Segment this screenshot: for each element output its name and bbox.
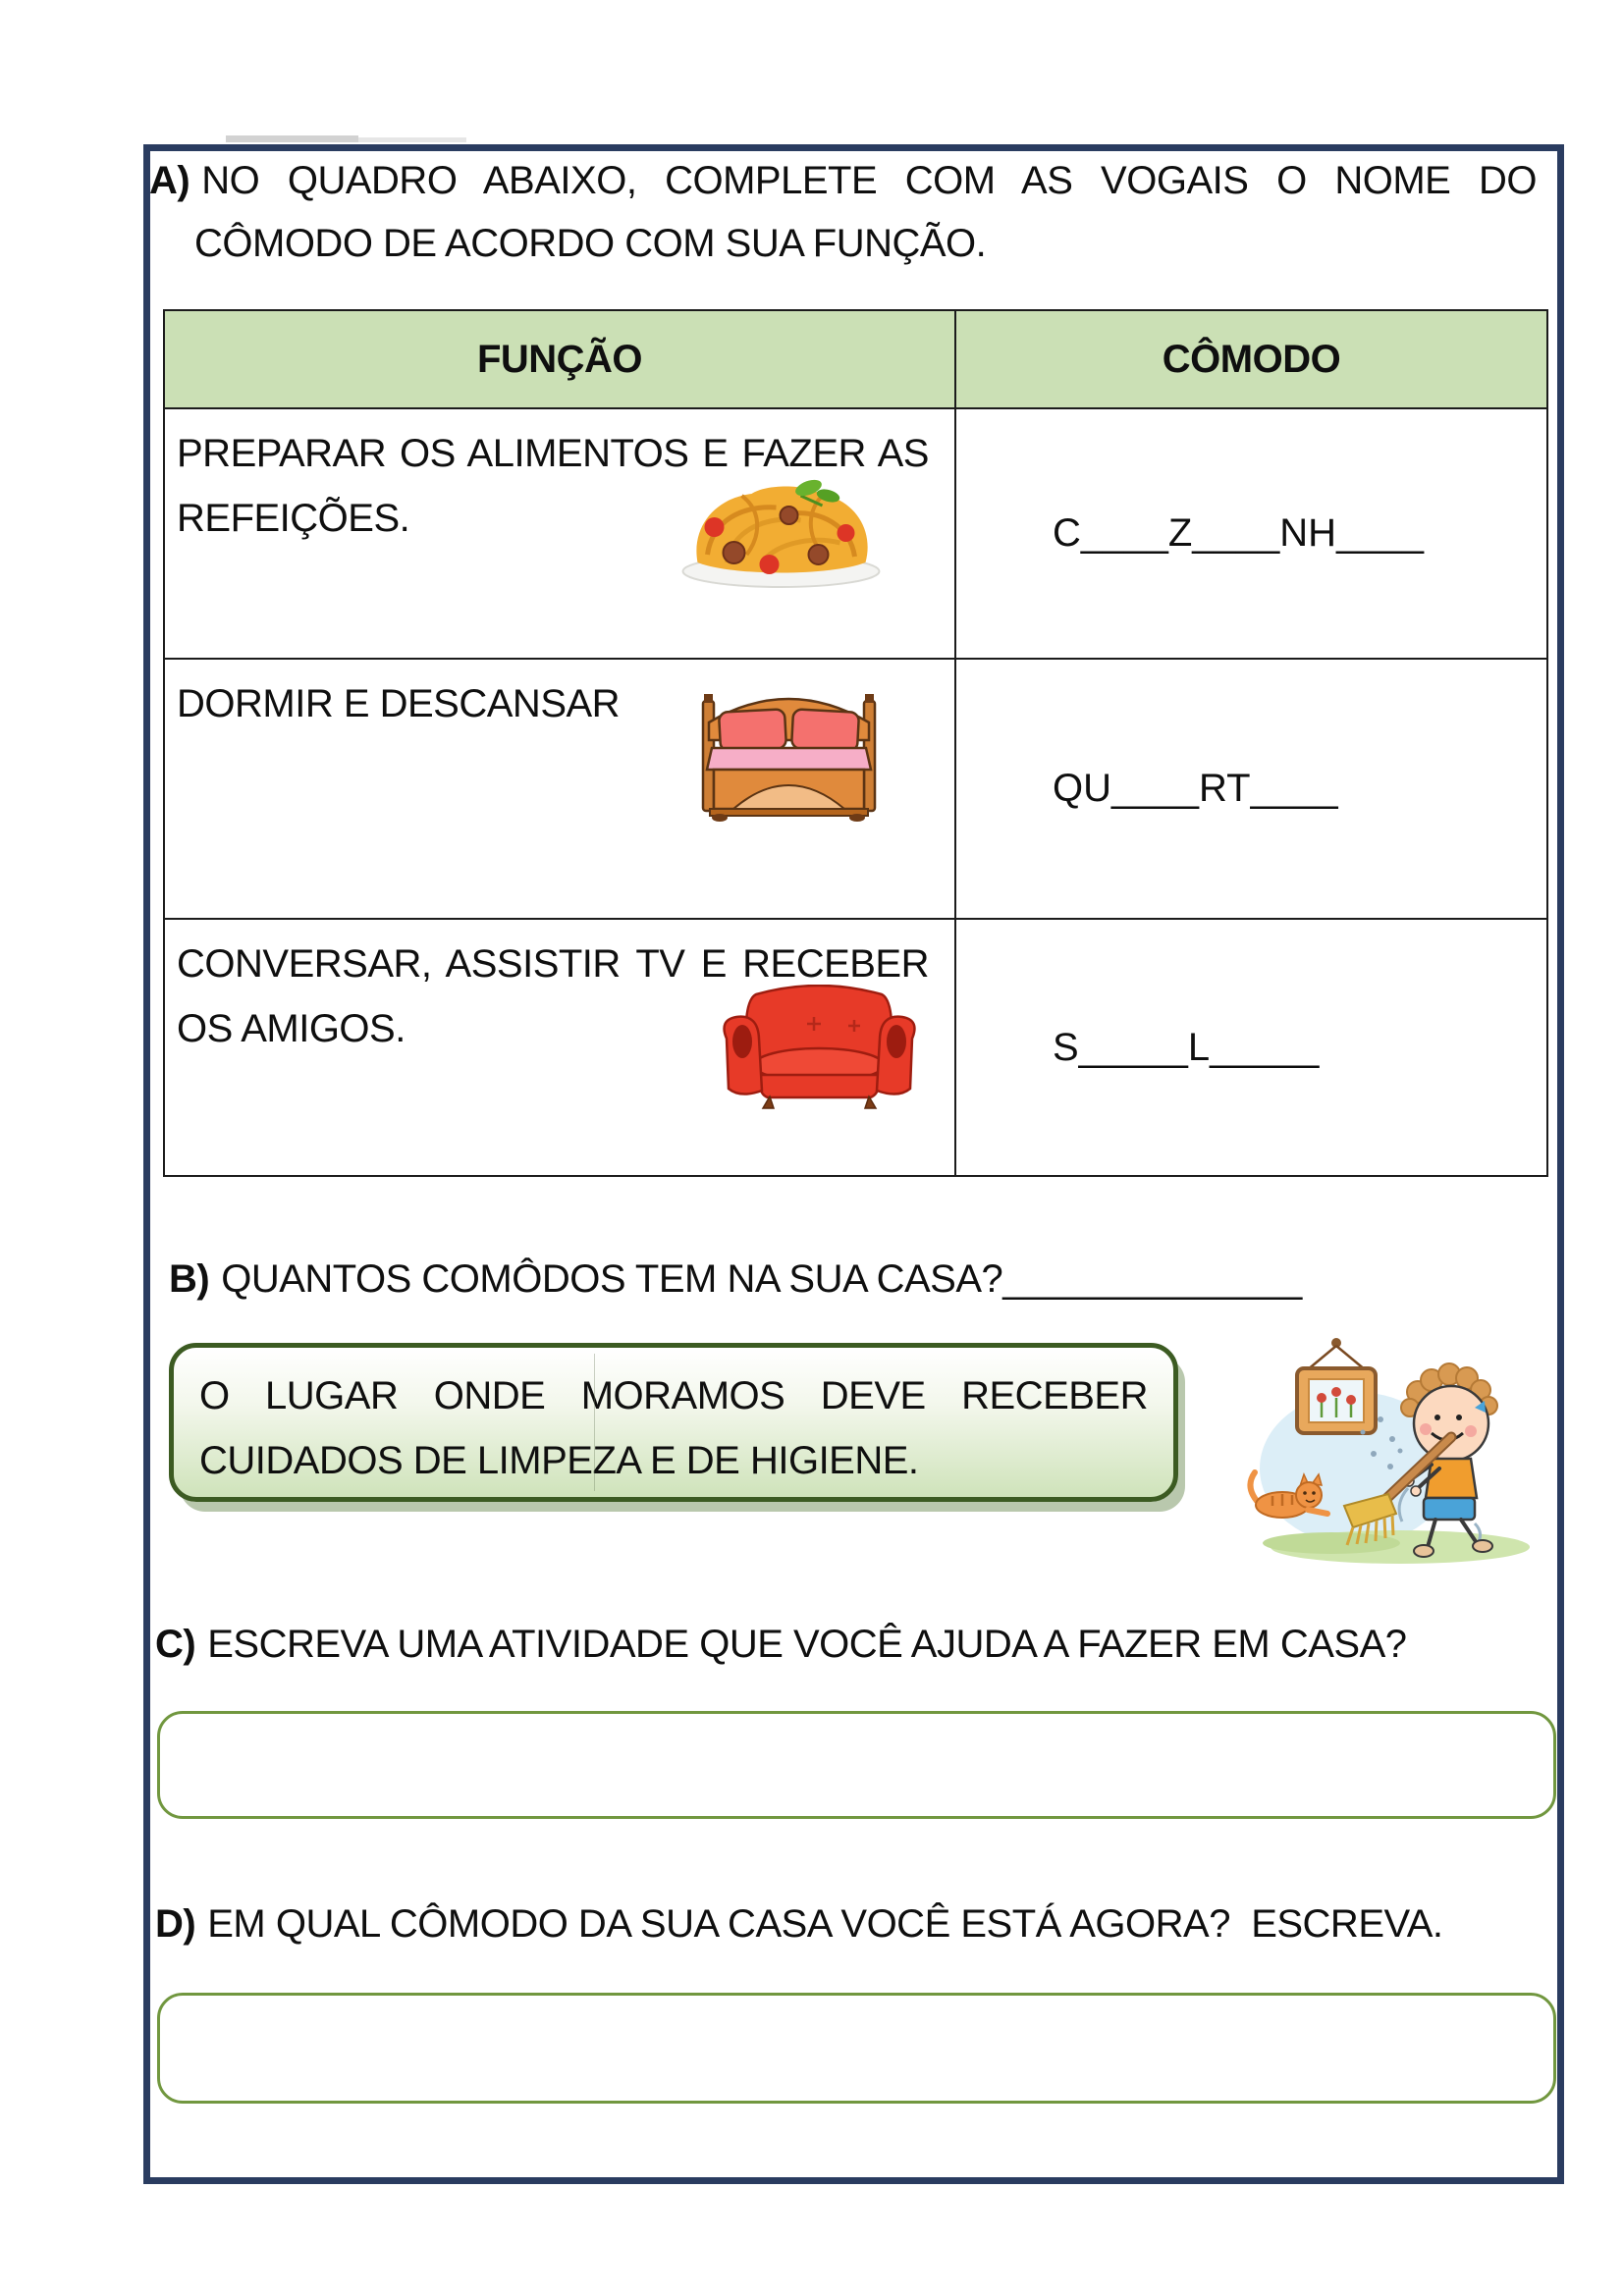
red-armchair-image xyxy=(717,985,922,1110)
scan-artifact xyxy=(226,135,358,142)
section-c-answer-box xyxy=(157,1711,1556,1819)
section-d-label: D) xyxy=(155,1902,196,1946)
child-sweeping-illustration xyxy=(1243,1321,1530,1584)
section-b-label: B) xyxy=(169,1257,210,1301)
table-row xyxy=(164,408,1547,659)
funcao-cell-livingroom xyxy=(164,919,955,1176)
section-a-title xyxy=(149,157,1537,267)
table-header-funcao: FUNÇÃO xyxy=(164,310,955,408)
fill-blank-quarto: QU____RT____ xyxy=(1053,767,1338,810)
section-d-text: EM QUAL CÔMODO DA SUA CASA VOCÊ ESTÁ AGORA? ESCREVA. xyxy=(207,1902,1443,1946)
funcao-text: PREPARAR OS ALIMENTOS E FAZER AS xyxy=(177,432,929,475)
table-header-comodo: CÔMODO xyxy=(955,310,1547,408)
section-b-text: QUANTOS COMÔDOS TEM NA SUA CASA? xyxy=(221,1257,1003,1301)
section-b-question xyxy=(169,1257,1302,1302)
section-a-text1: NO QUADRO ABAIXO, COMPLETE COM AS VOGAIS O NOME DO xyxy=(201,159,1537,202)
section-b-answer-line: ______________ xyxy=(1002,1257,1302,1301)
function-room-table xyxy=(163,309,1548,1177)
info-box-line2: CUIDADOS DE LIMPEZA E DE HIGIENE. xyxy=(199,1439,919,1482)
spaghetti-plate-image xyxy=(671,476,892,589)
table-row xyxy=(164,659,1547,919)
funcao-text: CONVERSAR, ASSISTIR TV E RECEBER xyxy=(177,942,929,986)
funcao-text: REFEIÇÕES. xyxy=(177,497,410,540)
box-divider-line xyxy=(594,1354,595,1491)
table-header-row xyxy=(164,310,1547,408)
comodo-cell-kitchen xyxy=(955,408,1547,659)
comodo-cell-bedroom xyxy=(955,659,1547,919)
section-c-label: C) xyxy=(155,1623,196,1666)
section-a-line1 xyxy=(149,157,1537,204)
funcao-text: OS AMIGOS. xyxy=(177,1007,406,1050)
section-a-line2: CÔMODO DE ACORDO COM SUA FUNÇÃO. xyxy=(194,222,987,265)
fill-blank-sala: S_____L_____ xyxy=(1053,1025,1320,1069)
bed-image xyxy=(700,671,878,822)
funcao-cell-kitchen xyxy=(164,408,955,659)
table-row xyxy=(164,919,1547,1176)
section-a-label: A) xyxy=(149,159,190,202)
comodo-cell-livingroom xyxy=(955,919,1547,1176)
funcao-cell-bedroom xyxy=(164,659,955,919)
info-box-line1: O LUGAR ONDE MORAMOS DEVE RECEBER xyxy=(199,1374,1148,1417)
fill-blank-cozinha: C____Z____NH____ xyxy=(1053,511,1425,555)
hygiene-info-box xyxy=(169,1343,1178,1502)
section-c-question xyxy=(155,1623,1407,1667)
section-d-answer-box xyxy=(157,1993,1556,2104)
section-c-text: ESCREVA UMA ATIVIDADE QUE VOCÊ AJUDA A FAZER EM CASA? xyxy=(207,1623,1407,1666)
section-d-question xyxy=(155,1902,1443,1947)
funcao-text: DORMIR E DESCANSAR xyxy=(177,682,621,725)
scan-artifact xyxy=(358,137,466,142)
